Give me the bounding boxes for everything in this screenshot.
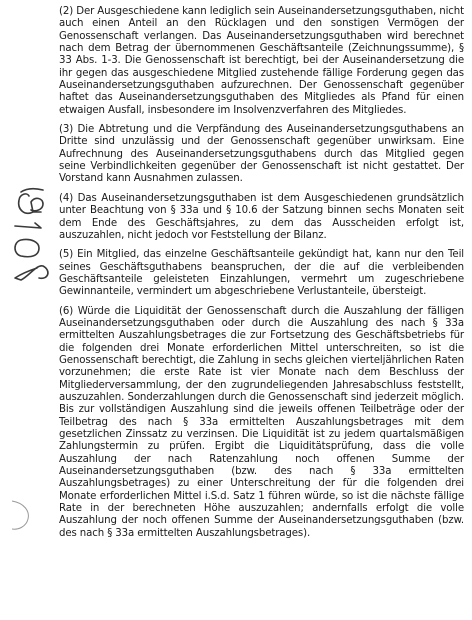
document-text — [59, 6, 464, 547]
paragraph-4: (4) Das Auseinandersetzungsguthaben ist dem Ausgeschiedenen grundsätzlich unter Beachtung von § 33a und § 10.6 der Satzung binnen sechs Monaten seit dem Ende des Geschäftsjahres, zu dem das Ausscheiden erfolgt ist, auszuzahlen, nicht jedoch vor Feststellung der Bilanz. — [59, 192, 464, 241]
punch-hole-mark — [0, 497, 40, 533]
handwriting-2015-icon — [5, 176, 53, 288]
punch-hole-icon — [0, 497, 40, 533]
paragraph-6: (6) Würde die Liquidität der Genossenschaft durch die Auszahlung der fälligen Auseinandersetzungsguthaben oder durch die Auszahlung des nach § 33a ermittelten Auszahlungsbetrages die zur Fortsetzung des Geschäftsbetriebs für die folgenden drei Monate erforderlichen Mittel unterschreiten, so ist die Genossenschaft berechtigt, die Zahlung in sechs gleichen vierteljährlichen Raten vorzunehmen; die erste Rate ist vier Monate nach dem Beschluss der Mitgliederversammlung, der den zugrundeliegenden Jahresabschluss feststellt, auszuzahlen. Sonderzahlungen durch die Genossenschaft sind jederzeit möglich. Bis zur vollständigen Auszahlung sind die jeweils offenen Teilbeträge oder der Teilbetrag des nach § 33a ermittelten Auszahlungsbetrages mit dem gesetzlichen Zinssatz zu verzinsen. Die Liquidität ist zu jedem quartalsmäßigen Zahlungstermin zu prüfen. Ergibt die Liquiditätsprüfung, dass die volle Auszahlung der nach Ratenzahlung noch offenen Summe der Auseinandersetzungsguthaben (bzw. des nach § 33a ermittelten Auszahlungsbetrages) zu einer Unterschreitung der für die folgenden drei Monate erforderlichen Mittel i.S.d. Satz 1 führen würde, so ist die nächste fällige Rate in der berechneten Höhe auszuzahlen; andernfalls erfolgt die volle Auszahlung der noch offenen Summe der Auseinandersetzungsguthaben (bzw. des nach § 33a ermittelten Auszahlungsbetrages). — [59, 305, 464, 539]
handwritten-margin-note — [5, 176, 53, 288]
paragraph-2: (2) Der Ausgeschiedene kann lediglich sein Auseinandersetzungsguthaben, nicht auch einen Anteil an den Rücklagen und den sonstigen Vermögen der Genossenschaft verlangen. Das Auseinandersetzungsguthaben wird berechnet nach dem Betrag der übernommenen Geschäftsanteile (Zeichnungssumme), § 33 Abs. 1-3. Die Genossenschaft ist berechtigt, bei der Auseinandersetzung die ihr gegen das ausgeschiedene Mitglied zustehende fällige Forderung gegen das Auseinandersetzungsguthaben aufzurechnen. Der Genossenschaft gegenüber haftet das Auseinandersetzungsguthaben des Mitgliedes als Pfand für einen etwaigen Ausfall, insbesondere im Insolvenzverfahren des Mitgliedes. — [59, 6, 464, 116]
paragraph-3: (3) Die Abtretung und die Verpfändung des Auseinandersetzungsguthabens an Dritte sind unzulässig und der Genossenschaft gegenüber unwirksam. Eine Aufrechnung des Auseinandersetzungsguthabens durch das Mitglied gegen seine Verbindlichkeiten gegenüber der Genossenschaft ist nicht gestattet. Der Vorstand kann Ausnahmen zulassen. — [59, 124, 464, 185]
paragraph-5: (5) Ein Mitglied, das einzelne Geschäftsanteile gekündigt hat, kann nur den Teil seines Geschäftsguthabens beanspruchen, der die auf die verbleibenden Geschäftsanteile geleisteten Einzahlungen, vermehrt um zugeschriebene Gewinnanteile, vermindert um abgeschriebene Verlustanteile, übersteigt. — [59, 249, 464, 298]
